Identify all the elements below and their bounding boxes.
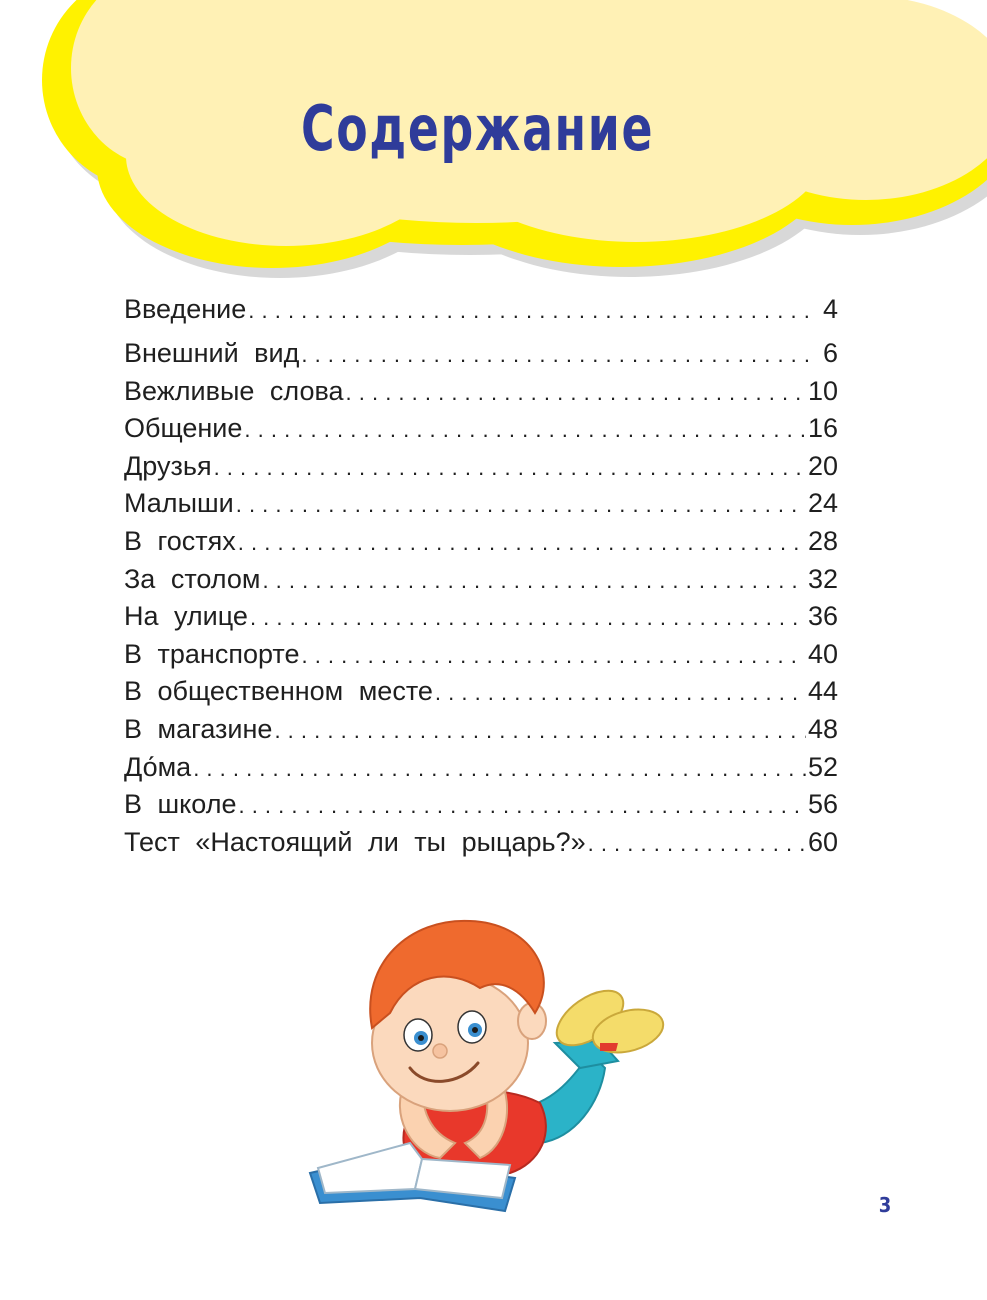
toc-entry-page: 6 xyxy=(822,338,838,368)
dot-leader xyxy=(250,605,806,631)
dot-leader xyxy=(262,568,806,594)
toc-entry-label: В гостях xyxy=(124,525,236,556)
toc-entry-page: 36 xyxy=(807,601,838,632)
dot-leader xyxy=(193,756,806,782)
toc-entry-label: За столом xyxy=(124,563,261,594)
toc-entry[interactable] xyxy=(124,413,838,451)
toc-entry-page: 52 xyxy=(807,751,838,782)
dot-leader xyxy=(435,680,806,706)
toc-entry-label: Вежливые слова xyxy=(124,375,344,406)
toc-entry[interactable] xyxy=(124,376,838,414)
toc-entry-label: В транспорте xyxy=(124,638,300,669)
toc-entry-label: Друзья xyxy=(124,450,212,481)
toc-entry[interactable] xyxy=(124,752,838,790)
toc-entry[interactable] xyxy=(124,639,838,677)
toc-entry-page: 56 xyxy=(807,789,838,820)
toc-entry[interactable] xyxy=(124,526,838,564)
toc-entry-label: В школе xyxy=(124,789,237,820)
toc-entry-page: 60 xyxy=(807,826,838,857)
toc-entry-page: 32 xyxy=(807,563,838,594)
toc-entry-page: 24 xyxy=(807,488,838,519)
toc-entry-page: 44 xyxy=(807,676,838,707)
table-of-contents xyxy=(124,294,838,864)
toc-entry[interactable] xyxy=(124,601,838,639)
toc-entry[interactable] xyxy=(124,338,838,376)
toc-entry-label: Внешний вид xyxy=(124,338,300,368)
toc-entry-page: 48 xyxy=(807,713,838,744)
toc-entry-label: Введение xyxy=(124,294,247,324)
toc-entry[interactable] xyxy=(124,714,838,752)
dot-leader xyxy=(346,380,806,406)
toc-entry-page: 10 xyxy=(807,375,838,406)
dot-leader xyxy=(238,530,806,556)
dot-leader xyxy=(244,417,806,443)
dot-leader xyxy=(274,718,806,744)
toc-entry-label: На улице xyxy=(124,601,248,632)
dot-leader xyxy=(248,298,816,324)
dot-leader xyxy=(238,793,805,819)
dot-leader xyxy=(301,342,816,368)
toc-entry[interactable] xyxy=(124,488,838,526)
page-title: Содержание xyxy=(300,92,655,165)
toc-entry-label: Общение xyxy=(124,413,243,444)
toc-entry-label: До́ма xyxy=(124,751,192,782)
toc-entry-label: В магазине xyxy=(124,713,273,744)
toc-entry[interactable] xyxy=(124,789,838,827)
dot-leader xyxy=(301,643,805,669)
toc-entry-label: В общественном месте xyxy=(124,676,433,707)
toc-entry[interactable] xyxy=(124,294,838,338)
toc-entry-page: 20 xyxy=(807,450,838,481)
toc-entry-label: Малыши xyxy=(124,488,234,519)
toc-entry-page: 16 xyxy=(807,413,838,444)
toc-entry[interactable] xyxy=(124,676,838,714)
toc-entry-page: 4 xyxy=(822,294,838,324)
dot-leader xyxy=(236,492,806,518)
toc-entry-label: Тест «Настоящий ли ты рыцарь?» xyxy=(124,826,586,857)
toc-entry-page: 28 xyxy=(807,525,838,556)
page-number: 3 xyxy=(878,1193,892,1217)
toc-entry-page: 40 xyxy=(807,638,838,669)
dot-leader xyxy=(214,455,806,481)
toc-entry[interactable] xyxy=(124,451,838,489)
boy-reading-book-illustration xyxy=(300,893,672,1233)
toc-entry[interactable] xyxy=(124,827,838,865)
toc-entry[interactable] xyxy=(124,564,838,602)
dot-leader xyxy=(588,831,806,857)
